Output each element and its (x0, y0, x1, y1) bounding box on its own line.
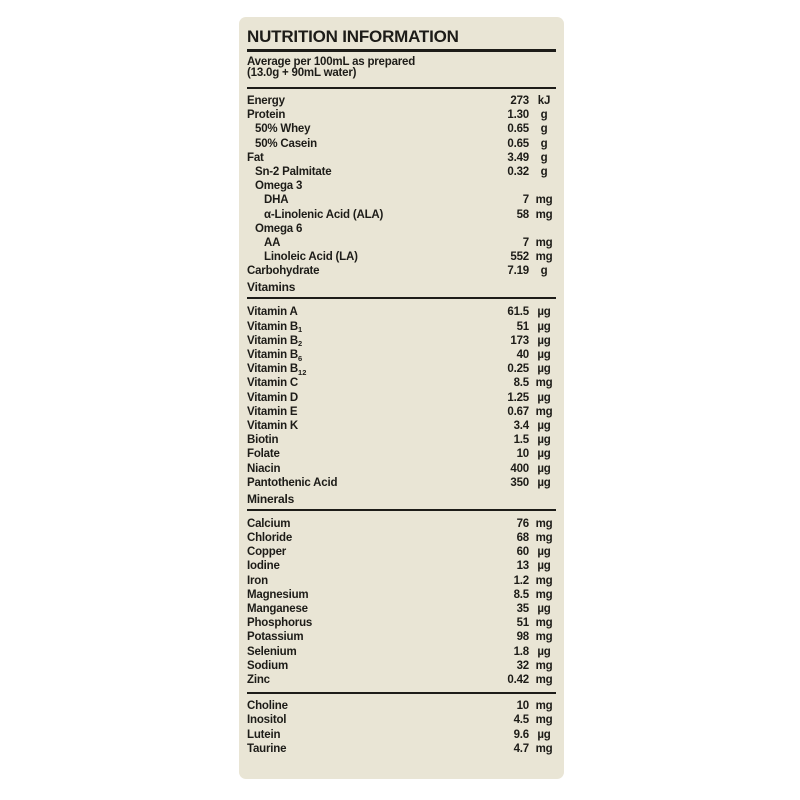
section-rows (247, 694, 556, 756)
nutrient-unit: µg (537, 603, 551, 615)
nutrient-unit: mg (535, 377, 553, 390)
nutrient-label: Pantothenic Acid (247, 476, 338, 489)
nutrient-value: 7 (522, 236, 529, 249)
nutrient-unit: µg (537, 334, 551, 347)
nutrient-row (247, 165, 556, 179)
nutrient-label: Selenium (247, 645, 297, 658)
label-subscript: 1 (298, 325, 303, 334)
nutrient-label: Calcium (247, 517, 291, 530)
nutrient-row (247, 179, 556, 193)
label-subscript: 6 (298, 353, 303, 363)
nutrient-row (247, 376, 556, 390)
label-subscript: 2 (298, 339, 303, 349)
nutrient-label: Phosphorus (247, 617, 313, 630)
nutrient-label: Linoleic Acid (LA) (264, 251, 358, 264)
nutrient-value: 0.32 (507, 165, 529, 178)
section-other-nutrients (247, 692, 556, 756)
nutrient-row (247, 659, 556, 673)
nutrient-unit: g (540, 265, 548, 278)
serving-description (247, 57, 556, 89)
nutrient-value: 3.4 (513, 419, 529, 432)
serving-line-1: Average per 100mL as prepared (247, 56, 416, 68)
nutrient-unit: µg (537, 419, 551, 432)
nutrient-label: Magnesium (247, 588, 309, 601)
nutrient-unit: g (540, 123, 548, 136)
nutrient-value: 4.5 (513, 714, 529, 727)
section-rows (247, 511, 556, 687)
nutrient-label: Niacin (247, 462, 281, 475)
nutrient-row (247, 250, 556, 264)
nutrient-label: Zinc (247, 673, 270, 686)
nutrient-row (247, 742, 556, 756)
nutrient-row (247, 728, 556, 742)
nutrient-row (247, 476, 556, 490)
nutrient-label: Vitamin $B_6$ (247, 349, 303, 363)
nutrient-label: Sodium (247, 659, 288, 672)
nutrient-value: 3.49 (507, 151, 529, 164)
nutrient-row (247, 348, 556, 362)
nutrient-label: Biotin (247, 434, 279, 447)
section-header-vitamins: Vitamins (247, 281, 556, 299)
section-minerals (247, 493, 556, 687)
nutrient-value: 58 (516, 208, 529, 221)
nutrient-label: Vitamin K (247, 419, 299, 432)
nutrient-unit: µg (537, 462, 551, 475)
nutrient-unit: mg (535, 251, 553, 264)
nutrient-value: 173 (510, 334, 529, 347)
nutrient-unit: mg (535, 673, 553, 686)
nutrient-value: 76 (516, 517, 529, 530)
nutrient-row (247, 602, 556, 616)
nutrient-row (247, 447, 556, 461)
nutrient-label: 50% Casein (255, 137, 317, 150)
nutrient-unit: µg (537, 560, 551, 573)
nutrient-label: Vitamin C (247, 377, 299, 390)
nutrient-value: 13 (516, 560, 529, 573)
nutrient-unit: mg (535, 517, 553, 530)
nutrient-unit: mg (535, 700, 553, 713)
nutrient-value: 552 (510, 251, 529, 264)
section-rows (247, 299, 556, 489)
nutrient-value: 40 (516, 349, 529, 361)
nutrient-row (247, 574, 556, 588)
nutrient-row (247, 151, 556, 165)
nutrient-value: 400 (510, 462, 529, 475)
nutrient-unit: µg (537, 728, 551, 741)
nutrient-label: Carbohydrate (247, 265, 320, 278)
nutrient-unit: µg (537, 306, 551, 319)
nutrient-unit: mg (535, 714, 553, 727)
nutrient-row (247, 462, 556, 476)
nutrient-value: 68 (516, 532, 529, 545)
panel-title: NUTRITION INFORMATION (247, 28, 556, 52)
nutrient-label: AA (264, 236, 281, 249)
nutrient-unit: g (540, 151, 548, 164)
nutrient-value: 0.65 (507, 123, 529, 136)
nutrient-value: 98 (516, 631, 529, 644)
nutrient-unit: mg (535, 574, 553, 587)
nutrient-value: 61.5 (507, 306, 529, 319)
nutrient-label: α-Linolenic Acid (ALA) (264, 208, 384, 221)
nutrient-row (247, 559, 556, 573)
section-rows (247, 89, 556, 278)
nutrient-value: 1.2 (513, 574, 529, 587)
nutrient-row (247, 645, 556, 659)
nutrient-row (247, 122, 556, 136)
nutrient-unit: µg (537, 349, 551, 361)
nutrient-row (247, 673, 556, 687)
nutrient-unit: kJ (537, 95, 551, 107)
nutrient-value: 0.65 (507, 137, 529, 150)
nutrient-unit: g (540, 137, 548, 150)
label-subscript: 12 (298, 367, 307, 377)
nutrient-value: 350 (510, 476, 529, 489)
nutrient-value: 0.25 (507, 363, 529, 376)
nutrient-value: 7.19 (507, 265, 529, 278)
nutrient-value: 10 (516, 448, 529, 461)
nutrient-label: Vitamin D (247, 391, 299, 404)
nutrient-label: Folate (247, 448, 280, 461)
nutrient-row (247, 334, 556, 348)
nutrition-panel (239, 17, 564, 779)
nutrient-unit: mg (535, 588, 553, 601)
nutrient-row (247, 193, 556, 207)
nutrient-value: 32 (516, 659, 529, 672)
nutrient-row (247, 108, 556, 122)
nutrient-unit: mg (535, 617, 553, 630)
nutrient-value: 8.5 (513, 377, 529, 390)
nutrient-value: 35 (516, 603, 529, 615)
nutrient-unit: µg (537, 546, 551, 559)
nutrient-unit: µg (537, 645, 551, 658)
nutrient-label: Iodine (247, 560, 280, 573)
nutrient-value: 0.42 (507, 673, 529, 686)
nutrient-label: Iron (247, 574, 268, 587)
section-vitamins (247, 281, 556, 489)
nutrient-value: 10 (516, 700, 529, 713)
nutrient-row (247, 362, 556, 376)
section-macronutrients (247, 89, 556, 278)
nutrient-row (247, 305, 556, 319)
nutrient-label: Chloride (247, 532, 293, 545)
nutrient-label: Taurine (247, 742, 287, 755)
nutrient-row (247, 405, 556, 419)
nutrient-value: 60 (516, 546, 529, 559)
nutrient-row (247, 264, 556, 278)
nutrient-label: Inositol (247, 714, 287, 727)
nutrient-value: 4.7 (513, 742, 529, 755)
nutrient-value: 51 (516, 320, 529, 333)
nutrient-label: Vitamin E (247, 405, 298, 418)
nutrient-unit: mg (535, 659, 553, 672)
nutrient-label: Omega 3 (255, 180, 303, 193)
nutrient-unit: mg (535, 631, 553, 644)
nutrient-row (247, 419, 556, 433)
nutrient-unit: µg (537, 391, 551, 404)
nutrient-unit: mg (535, 742, 553, 755)
nutrient-value: 273 (510, 95, 529, 107)
nutrient-row (247, 208, 556, 222)
nutrient-label: Fat (247, 151, 264, 164)
nutrient-unit: mg (535, 208, 553, 221)
nutrient-value: 0.67 (507, 405, 529, 418)
nutrient-unit: mg (535, 194, 553, 207)
nutrient-value: 8.5 (513, 588, 529, 601)
nutrient-row (247, 517, 556, 531)
nutrient-row (247, 94, 556, 108)
nutrient-unit: mg (535, 236, 553, 249)
nutrient-row (247, 320, 556, 334)
nutrient-label: 50% Whey (255, 123, 311, 136)
nutrient-unit: µg (537, 434, 551, 447)
nutrient-label: Energy (247, 95, 285, 107)
nutrient-row (247, 616, 556, 630)
nutrient-unit: mg (535, 532, 553, 545)
nutrient-row (247, 236, 556, 250)
nutrient-label: DHA (264, 194, 289, 207)
nutrient-value: 7 (522, 194, 529, 207)
nutrient-row (247, 531, 556, 545)
nutrient-table (247, 89, 556, 756)
nutrient-row (247, 699, 556, 713)
nutrient-unit: g (540, 109, 548, 122)
nutrient-value: 1.8 (513, 645, 529, 658)
nutrient-value: 51 (516, 617, 529, 630)
nutrient-label: Lutein (247, 728, 281, 741)
nutrient-label: Vitamin $B_1$ (247, 320, 303, 334)
nutrient-label: Vitamin $B_{12}$ (247, 363, 307, 377)
nutrient-label: Protein (247, 109, 286, 122)
nutrient-label: Choline (247, 700, 288, 713)
nutrient-value: 1.5 (513, 434, 529, 447)
nutrient-label: Manganese (247, 603, 308, 615)
nutrient-label: Omega 6 (255, 222, 303, 235)
nutrient-row (247, 630, 556, 644)
nutrient-label: Sn-2 Palmitate (255, 165, 332, 178)
nutrient-label: Vitamin A (247, 306, 298, 319)
nutrient-value: 1.25 (507, 391, 529, 404)
nutrient-value: 9.6 (513, 728, 529, 741)
nutrient-label: Potassium (247, 631, 304, 644)
nutrient-unit: µg (537, 320, 551, 333)
nutrient-row (247, 222, 556, 236)
nutrient-label: Copper (247, 546, 287, 559)
nutrient-row (247, 391, 556, 405)
nutrient-row (247, 433, 556, 447)
nutrient-unit: µg (537, 363, 551, 376)
nutrient-value: 1.30 (507, 109, 529, 122)
nutrient-unit: µg (537, 476, 551, 489)
serving-line-2: (13.0g + 90mL water) (247, 67, 357, 79)
nutrient-row (247, 545, 556, 559)
nutrient-label: Vitamin $B_2$ (247, 334, 303, 349)
nutrient-unit: mg (535, 405, 553, 418)
nutrient-unit: g (540, 165, 548, 178)
nutrient-row (247, 713, 556, 727)
section-header-minerals: Minerals (247, 493, 556, 511)
nutrient-unit: µg (537, 448, 551, 461)
nutrient-row (247, 137, 556, 151)
nutrient-row (247, 588, 556, 602)
